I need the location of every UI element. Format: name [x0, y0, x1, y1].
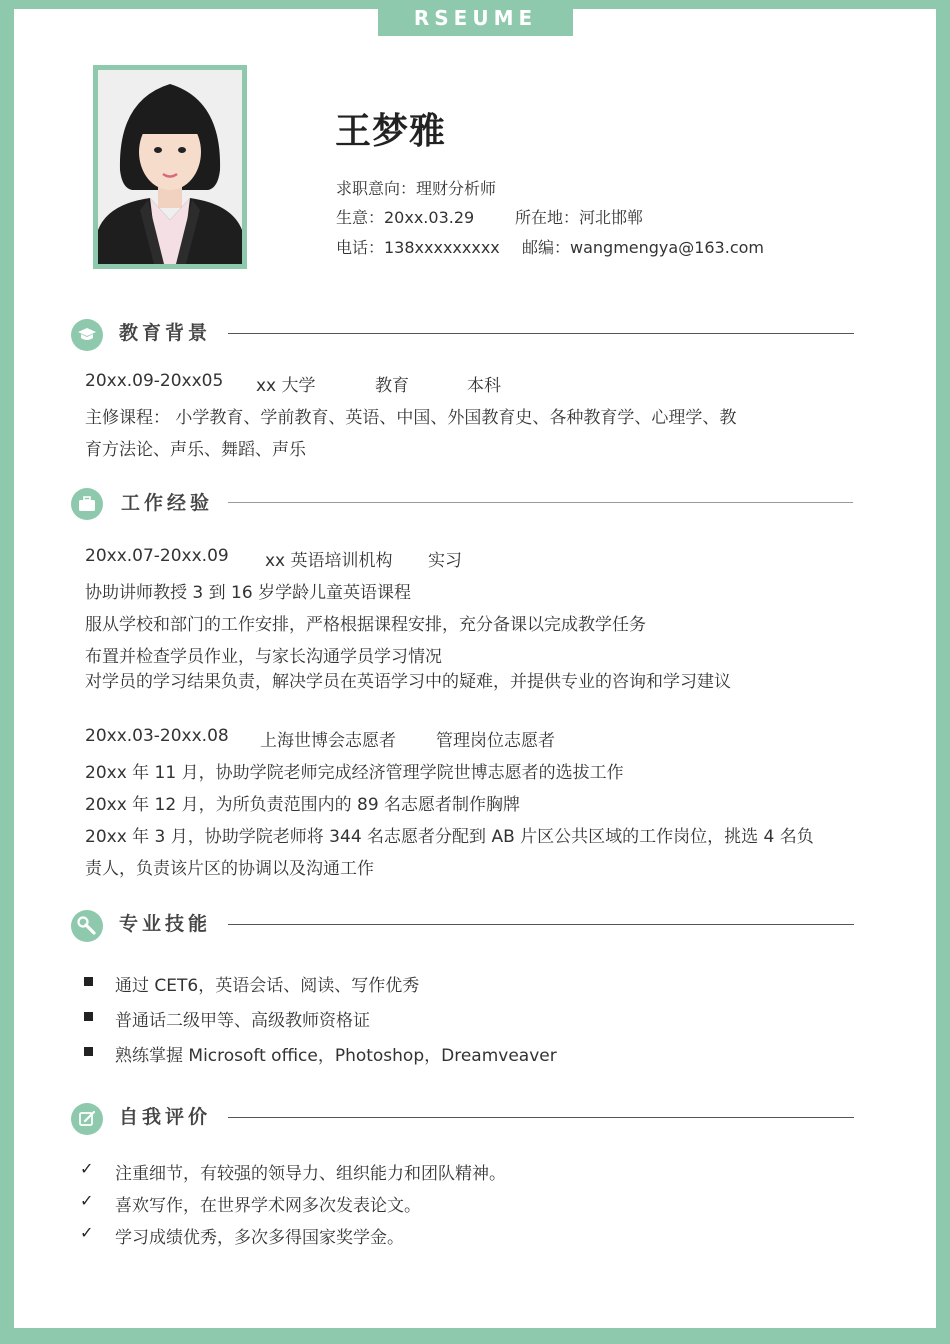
edu-period: 20xx.09-20xx05 [85, 371, 224, 391]
job1-duty: 布置并检查学员作业，与家长沟通学员学习情况 [85, 647, 442, 667]
section-title-self-eval: 自我评价 [119, 1106, 212, 1128]
job1-period: 20xx.07-20xx.09 [85, 546, 229, 566]
phone: 电话：138xxxxxxxxx [336, 238, 500, 257]
wrench-icon [71, 910, 103, 942]
section-divider [228, 333, 854, 334]
section-divider [228, 502, 853, 503]
self-eval-item: 喜欢写作，在世界学术网多次发表论文。 [115, 1196, 421, 1216]
job2-duty: 20xx 年 12 月，为所负责范围内的 89 名志愿者制作胸牌 [85, 795, 521, 815]
job-objective: 求职意向：理财分析师 [336, 179, 497, 198]
email: 邮编：wangmengya@163.com [522, 238, 764, 257]
skill-item: 熟练掌握 Microsoft office，Photoshop，Dreamveaver [115, 1046, 557, 1066]
job1-role: 实习 [428, 551, 462, 571]
self-eval-item: 学习成绩优秀，多次多得国家奖学金。 [115, 1228, 404, 1248]
portrait-illustration [98, 70, 242, 264]
location: 所在地：河北邯郸 [515, 208, 644, 227]
edu-degree: 本科 [467, 376, 501, 396]
section-title-education: 教育背景 [119, 322, 212, 344]
section-divider [228, 1117, 854, 1118]
job2-role: 管理岗位志愿者 [436, 731, 555, 751]
section-divider [228, 924, 854, 925]
job1-duty: 服从学校和部门的工作安排，严格根据课程安排，充分备课以完成教学任务 [85, 615, 646, 635]
edu-school: xx 大学 [256, 376, 316, 396]
job2-duty: 20xx 年 3 月，协助学院老师将 344 名志愿者分配到 AB 片区公共区域的工作岗位，挑选 4 名负 [85, 827, 814, 847]
section-title-skills: 专业技能 [119, 913, 212, 935]
bullet-square [84, 977, 93, 986]
briefcase-icon [71, 488, 103, 520]
job1-duty: 协助讲师教授 3 到 16 岁学龄儿童英语课程 [85, 583, 412, 603]
bullet-square [84, 1047, 93, 1056]
candidate-name: 王梦雅 [335, 111, 447, 152]
job1-org: xx 英语培训机构 [265, 551, 393, 571]
profile-photo [93, 65, 247, 269]
edu-courses-cont: 育方法论、声乐、舞蹈、声乐 [85, 440, 306, 460]
birth-date: 生意：20xx.03.29 [336, 208, 475, 227]
edu-courses: 主修课程： 小学教育、学前教育、英语、中国、外国教育史、各种教育学、心理学、教 [85, 408, 737, 428]
check-icon: ✓ [80, 1191, 94, 1210]
bullet-square [84, 1012, 93, 1021]
check-icon: ✓ [80, 1159, 94, 1178]
job1-duty: 对学员的学习结果负责，解决学员在英语学习中的疑难，并提供专业的咨询和学习建议 [85, 672, 731, 692]
skill-item: 普通话二级甲等、高级教师资格证 [115, 1011, 370, 1031]
job2-duty: 20xx 年 11 月，协助学院老师完成经济管理学院世博志愿者的选拔工作 [85, 763, 624, 783]
graduation-cap-icon [71, 319, 103, 351]
section-title-work: 工作经验 [121, 492, 214, 514]
skill-item: 通过 CET6，英语会话、阅读、写作优秀 [115, 976, 420, 996]
edit-icon [71, 1103, 103, 1135]
job2-period: 20xx.03-20xx.08 [85, 726, 229, 746]
resume-header-tab: RSEUME [378, 0, 573, 36]
job2-org: 上海世博会志愿者 [260, 731, 396, 751]
job2-duty: 责人，负责该片区的协调以及沟通工作 [85, 859, 374, 879]
self-eval-item: 注重细节，有较强的领导力、组织能力和团队精神。 [115, 1164, 506, 1184]
check-icon: ✓ [80, 1223, 94, 1242]
edu-major: 教育 [375, 376, 409, 396]
